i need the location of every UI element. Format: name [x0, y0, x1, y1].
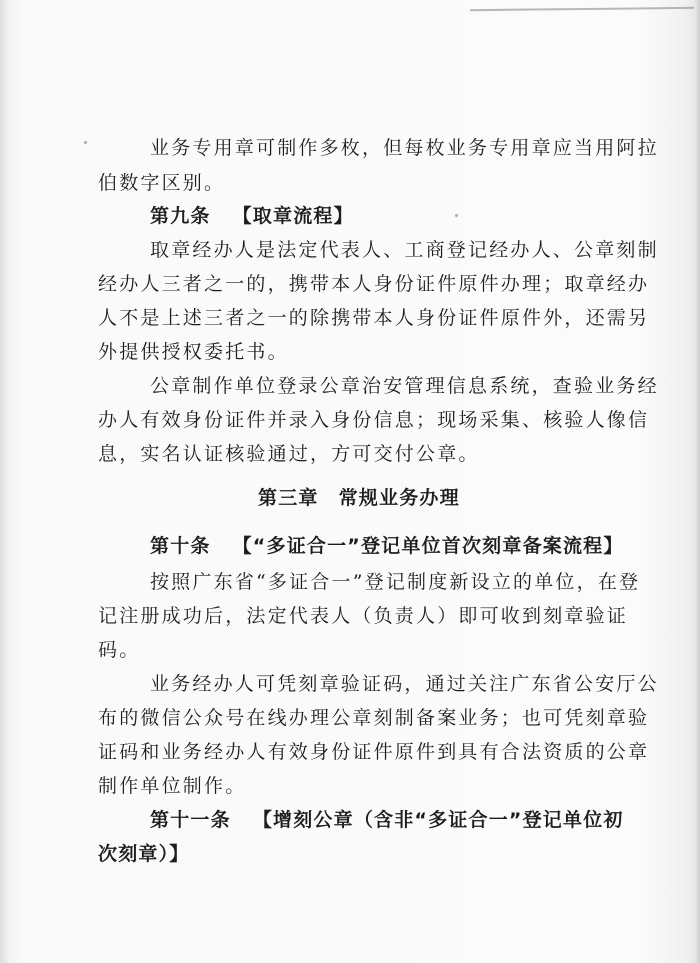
paragraph-line: 公章制作单位登录公章治安管理信息系统，查验业务经 [150, 375, 659, 397]
paragraph-line: 业务专用章可制作多枚，但每枚业务专用章应当用阿拉 [150, 137, 659, 159]
paragraph-line: 次刻章）】 [98, 843, 190, 865]
article-heading [150, 205, 354, 227]
paragraph-line: 息，实名认证核验通过，方可交付公章。 [98, 443, 480, 465]
article-heading [150, 535, 624, 557]
article-number: 第九条 [150, 205, 211, 227]
article-title: 【“多证合一”登记单位首次刻章备案流程】 [232, 535, 624, 557]
chapter-heading [258, 487, 460, 509]
paragraph-line: 人不是上述三者之一的除携带本人身份证件原件外，还需另 [98, 307, 650, 329]
paragraph-line: 取章经办人是法定代表人、工商登记经办人、公章刻制 [150, 239, 659, 261]
chapter-title: 常规业务办理 [338, 487, 460, 509]
paragraph-line: 布的微信公众号在线办理公章刻制备案业务；也可凭刻章验 [98, 707, 650, 729]
paragraph-line: 证码和业务经办人有效身份证件原件到具有合法资质的公章 [98, 741, 650, 763]
paragraph-line: 制作单位制作。 [98, 775, 247, 797]
paragraph-line: 伯数字区别。 [98, 172, 226, 194]
paragraph-line: 经办人三者之一的，携带本人身份证件原件办理；取章经办 [98, 273, 650, 295]
article-number: 第十一条 [150, 809, 231, 831]
scan-edge-line [470, 7, 698, 11]
chapter-number: 第三章 [258, 487, 319, 509]
scan-speck [84, 141, 87, 144]
paragraph-line: 码。 [98, 639, 141, 661]
article-title: 【增刻公章（含非“多证合一”登记单位初 [252, 809, 624, 831]
scan-speck [455, 214, 458, 217]
paragraph-line: 外提供授权委托书。 [98, 341, 289, 363]
article-heading [150, 809, 624, 831]
paragraph-line: 记注册成功后，法定代表人（负责人）即可收到刻章验证 [98, 605, 629, 627]
article-title: 【取章流程】 [232, 205, 354, 227]
paragraph-line: 办人有效身份证件并录入身份信息；现场采集、核验人像信 [98, 409, 650, 431]
article-number: 第十条 [150, 535, 211, 557]
paragraph-line: 业务经办人可凭刻章验证码，通过关注广东省公安厅公 [150, 673, 659, 695]
paragraph-line: 按照广东省“多证合一”登记制度新设立的单位，在登 [150, 571, 641, 593]
scan-edge-shadow [694, 0, 700, 963]
